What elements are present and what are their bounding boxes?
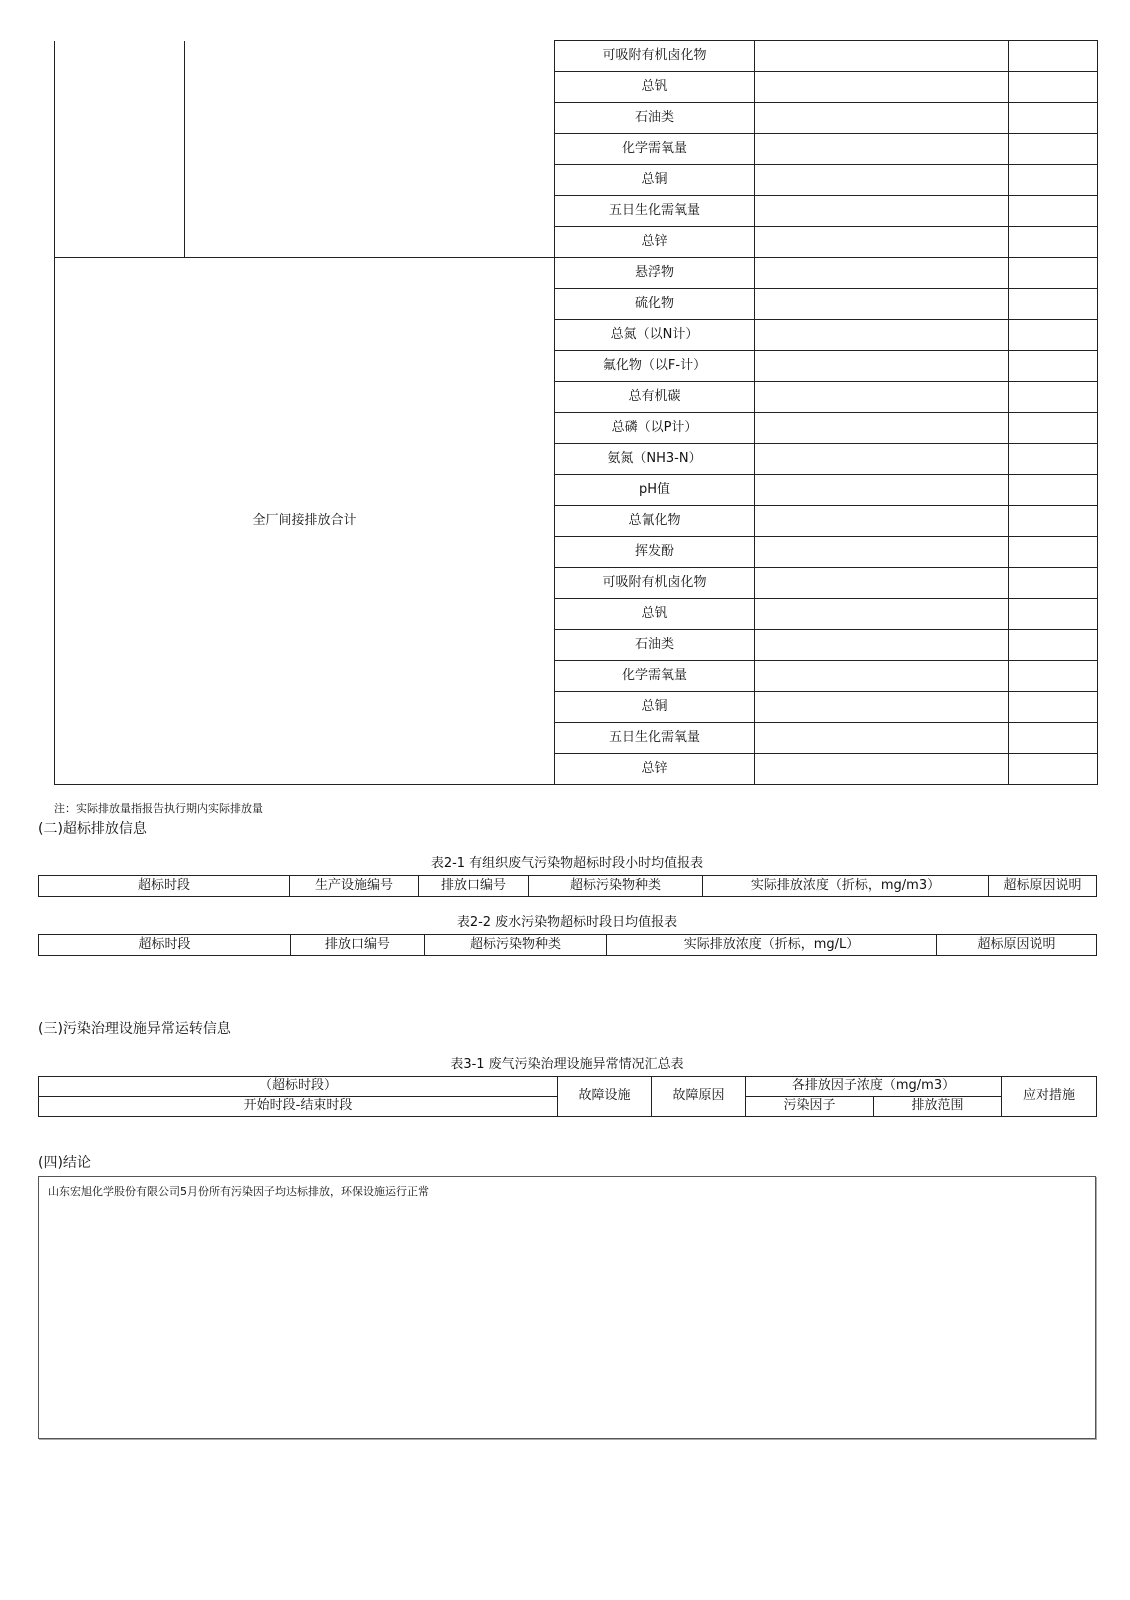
value-cell [755, 692, 1009, 723]
unit-cell [1009, 413, 1098, 444]
emission-summary-table [54, 40, 1098, 785]
pollutant-name: 总钒 [555, 72, 755, 103]
header-cell: 故障原因 [652, 1077, 746, 1117]
value-cell [755, 506, 1009, 537]
unit-cell [1009, 351, 1098, 382]
unit-cell [1009, 289, 1098, 320]
header-cell: 排放口编号 [291, 935, 425, 956]
unit-cell [1009, 475, 1098, 506]
pollutant-name: 总氮（以N计） [555, 320, 755, 351]
pollutant-name: 挥发酚 [555, 537, 755, 568]
unit-cell [1009, 103, 1098, 134]
pollutant-name: 硫化物 [555, 289, 755, 320]
header-cell: 排放范围 [874, 1097, 1002, 1117]
value-cell [755, 475, 1009, 506]
unit-cell [1009, 723, 1098, 754]
unit-cell [1009, 134, 1098, 165]
value-cell [755, 41, 1009, 72]
value-cell [755, 103, 1009, 134]
unit-cell [1009, 661, 1098, 692]
header-cell: 超标污染物种类 [529, 876, 703, 897]
pollutant-name: 化学需氧量 [555, 661, 755, 692]
unit-cell [1009, 537, 1098, 568]
header-cell: 污染因子 [746, 1097, 874, 1117]
pollutant-name: 总钒 [555, 599, 755, 630]
pollutant-name: 化学需氧量 [555, 134, 755, 165]
header-cell: 排放口编号 [419, 876, 529, 897]
value-cell [755, 227, 1009, 258]
pollutant-name: pH值 [555, 475, 755, 506]
header-cell: 超标时段 [39, 876, 290, 897]
header-cell: 超标时段 [39, 935, 291, 956]
exhaust-exceedance-table [38, 875, 1097, 897]
unit-cell [1009, 630, 1098, 661]
value-cell [755, 630, 1009, 661]
header-cell: 故障设施 [558, 1077, 652, 1117]
pollutant-name: 总磷（以P计） [555, 413, 755, 444]
value-cell [755, 754, 1009, 785]
header-cell: 超标原因说明 [937, 935, 1097, 956]
unit-cell [1009, 227, 1098, 258]
table-2-1-caption: 表2-1 有组织废气污染物超标时段小时均值报表 [430, 856, 704, 871]
unit-cell [1009, 692, 1098, 723]
table-2-2-caption: 表2-2 废水污染物超标时段日均值报表 [456, 915, 678, 930]
pollutant-name: 石油类 [555, 630, 755, 661]
header-cell: 开始时段-结束时段 [39, 1097, 558, 1117]
pollutant-name: 可吸附有机卤化物 [555, 568, 755, 599]
header-cell: 应对措施 [1002, 1077, 1097, 1117]
header-cell: 实际排放浓度（折标，mg/L） [607, 935, 937, 956]
pollutant-name: 氨氮（NH3-N） [555, 444, 755, 475]
outlet-group-cell [55, 41, 185, 258]
section-title-conclusion: (四)结论 [38, 1155, 91, 1171]
table-3-1-caption: 表3-1 废气污染治理设施异常情况汇总表 [450, 1057, 684, 1072]
pollutant-name: 五日生化需氧量 [555, 723, 755, 754]
value-cell [755, 568, 1009, 599]
unit-cell [1009, 72, 1098, 103]
value-cell [755, 723, 1009, 754]
unit-cell [1009, 506, 1098, 537]
conclusion-text: 山东宏旭化学股份有限公司5月份所有污染因子均达标排放，环保设施运行正常 [48, 1185, 429, 1198]
header-cell: 超标污染物种类 [425, 935, 607, 956]
pollutant-name: 总锌 [555, 227, 755, 258]
facility-abnormal-table [38, 1076, 1097, 1117]
unit-cell [1009, 382, 1098, 413]
plant-total-label: 全厂间接排放合计 [55, 258, 555, 785]
pollutant-name: 总有机碳 [555, 382, 755, 413]
value-cell [755, 351, 1009, 382]
unit-cell [1009, 41, 1098, 72]
pollutant-name: 总铜 [555, 692, 755, 723]
unit-cell [1009, 599, 1098, 630]
header-cell: （超标时段） [39, 1077, 558, 1097]
value-cell [755, 134, 1009, 165]
unit-cell [1009, 320, 1098, 351]
value-cell [755, 289, 1009, 320]
value-cell [755, 196, 1009, 227]
value-cell [755, 258, 1009, 289]
section-title-exceedance: (二)超标排放信息 [38, 821, 147, 837]
wastewater-exceedance-table [38, 934, 1097, 956]
header-cell: 生产设施编号 [290, 876, 419, 897]
header-cell: 超标原因说明 [989, 876, 1097, 897]
pollutant-name: 总铜 [555, 165, 755, 196]
table-note: 注：实际排放量指报告执行期内实际排放量 [54, 802, 263, 815]
value-cell [755, 320, 1009, 351]
pollutant-name: 石油类 [555, 103, 755, 134]
pollutant-name: 总氰化物 [555, 506, 755, 537]
pollutant-name: 总锌 [555, 754, 755, 785]
unit-cell [1009, 165, 1098, 196]
pollutant-name: 悬浮物 [555, 258, 755, 289]
unit-cell [1009, 754, 1098, 785]
unit-cell [1009, 196, 1098, 227]
value-cell [755, 599, 1009, 630]
pollutant-name: 五日生化需氧量 [555, 196, 755, 227]
pollutant-name: 可吸附有机卤化物 [555, 41, 755, 72]
value-cell [755, 72, 1009, 103]
pollutant-name: 氟化物（以F-计） [555, 351, 755, 382]
header-cell: 实际排放浓度（折标，mg/m3） [703, 876, 989, 897]
header-cell: 各排放因子浓度（mg/m3） [746, 1077, 1002, 1097]
value-cell [755, 661, 1009, 692]
value-cell [755, 165, 1009, 196]
unit-cell [1009, 444, 1098, 475]
value-cell [755, 444, 1009, 475]
value-cell [755, 382, 1009, 413]
section-title-abnormal-operation: (三)污染治理设施异常运转信息 [38, 1021, 231, 1037]
conclusion-box [38, 1176, 1096, 1439]
unit-cell [1009, 258, 1098, 289]
value-cell [755, 413, 1009, 444]
unit-cell [1009, 568, 1098, 599]
outlet-detail-cell [185, 41, 555, 258]
value-cell [755, 537, 1009, 568]
